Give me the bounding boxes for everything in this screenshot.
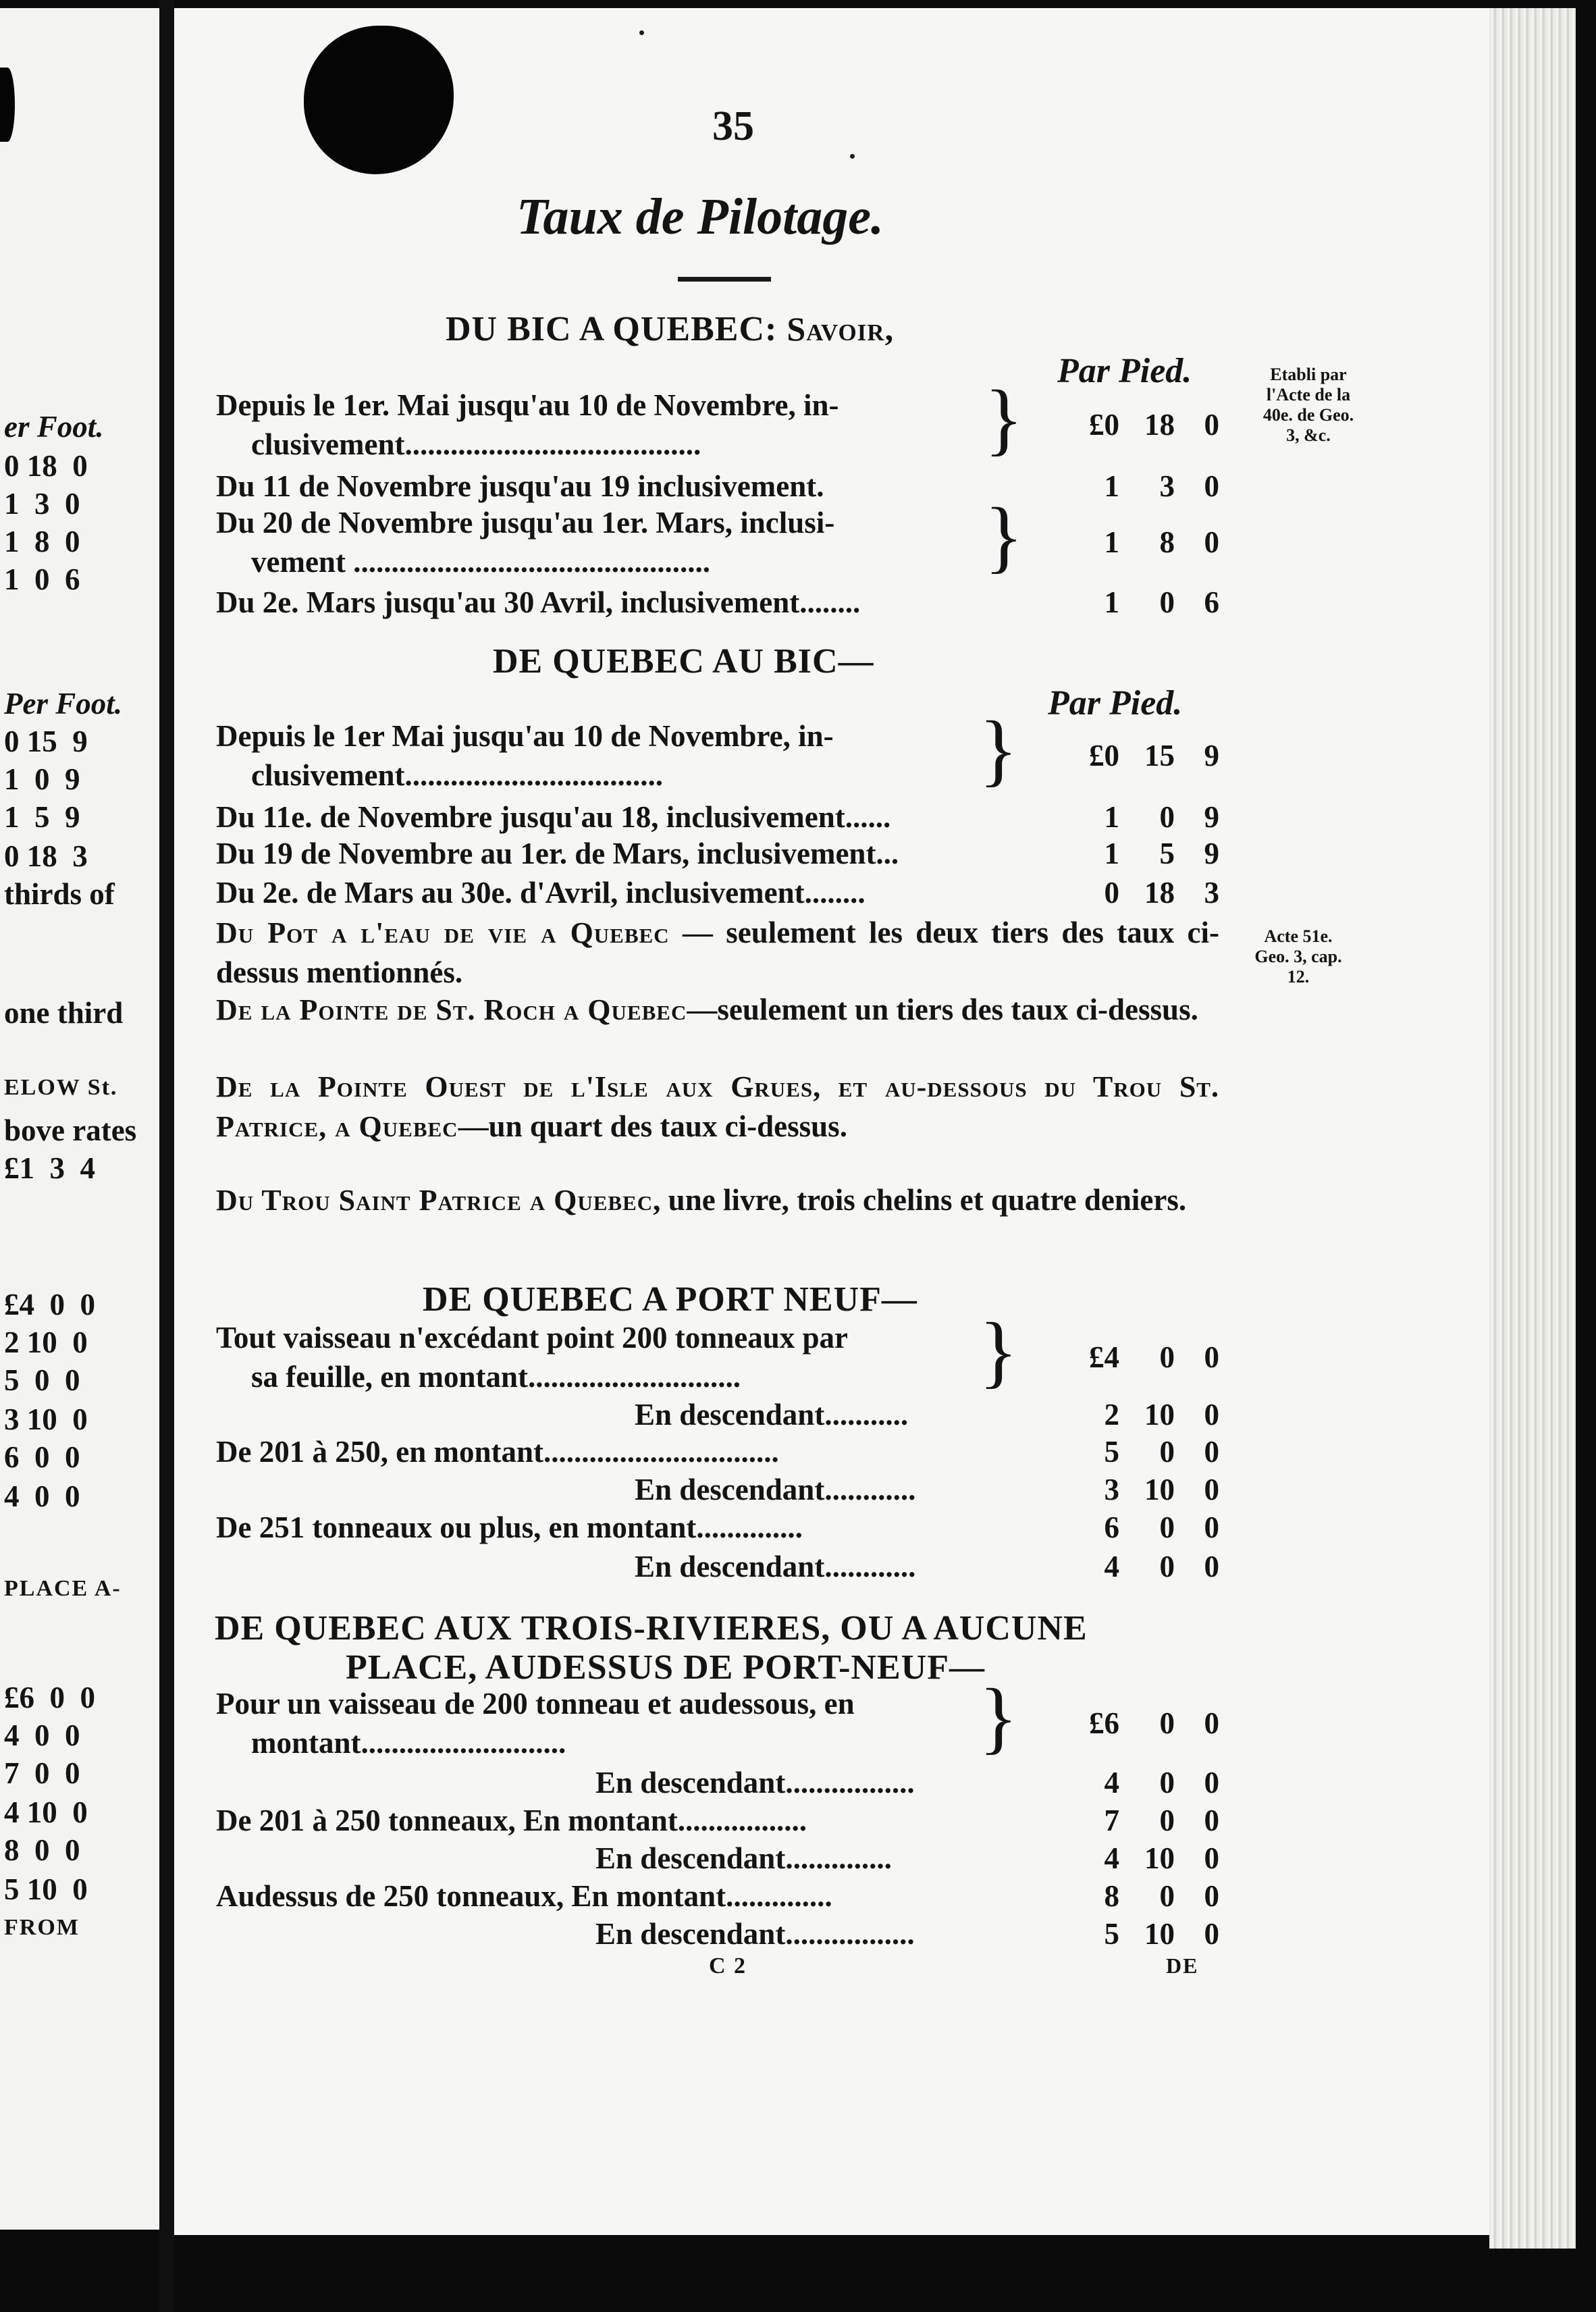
section2-column-header: Par Pied. (1048, 684, 1183, 722)
rate-pence: 9 (1204, 837, 1219, 870)
rate-pounds: £0 (1089, 739, 1119, 772)
left-page-line: 8 0 0 (4, 1833, 80, 1867)
left-page-line: 0 18 3 (4, 839, 88, 873)
speck (639, 30, 644, 35)
rate-shillings: 0 (1159, 1550, 1175, 1583)
rate-shillings: 0 (1159, 1706, 1175, 1740)
left-page-line: £1 3 4 (4, 1151, 95, 1185)
rate-row-continuation: montant........................... (251, 1726, 566, 1760)
rate-row (216, 469, 1219, 508)
left-page-line: 1 8 0 (4, 525, 80, 558)
brace-glyph: } (984, 491, 1023, 581)
section1-heading-sub: Savoir, (787, 310, 895, 348)
section3-heading: DE QUEBEC A PORT NEUF— (423, 1280, 917, 1319)
rate-pence: 0 (1204, 1398, 1219, 1431)
rate-pounds: 7 (1104, 1804, 1119, 1837)
left-page-line: 5 10 0 (4, 1872, 88, 1906)
rate-row-label: Depuis le 1er. Mai jusqu'au 10 de Novembre, in- (216, 388, 839, 422)
rate-pence: 9 (1204, 739, 1219, 772)
rate-pounds: 5 (1104, 1917, 1119, 1951)
rate-row (216, 373, 1219, 463)
rate-row (216, 1549, 1219, 1588)
section2-heading: DE QUEBEC AU BIC— (493, 642, 874, 681)
rate-pounds: 1 (1104, 800, 1119, 834)
rate-pence: 0 (1204, 1804, 1219, 1837)
ink-blot-left (0, 68, 15, 142)
rate-shillings: 8 (1159, 525, 1175, 559)
rate-shillings: 0 (1159, 1510, 1175, 1544)
left-page (0, 8, 159, 2230)
rate-row-label: En descendant................. (595, 1766, 915, 1799)
left-page-line: 1 5 9 (4, 800, 80, 834)
rate-pence: 0 (1204, 1879, 1219, 1913)
rate-row (216, 585, 1219, 624)
rate-pence: 0 (1204, 1917, 1219, 1951)
signature-mark: C 2 (709, 1953, 747, 1978)
brace-glyph: } (979, 704, 1018, 794)
left-page-line: 1 3 0 (4, 487, 80, 521)
rate-pounds: 4 (1104, 1841, 1119, 1875)
left-page-line: 7 0 0 (4, 1756, 80, 1790)
rate-row-label: De 201 à 250, en montant............................... (216, 1435, 779, 1469)
rate-row (216, 1916, 1219, 1955)
rate-pounds: 1 (1104, 525, 1119, 559)
left-page-line: bove rates (4, 1113, 137, 1147)
left-page-line: 1 0 9 (4, 762, 80, 796)
rate-shillings: 10 (1144, 1473, 1175, 1506)
rate-row (216, 1765, 1219, 1804)
page-title: Taux de Pilotage. (516, 188, 884, 245)
left-page-line: 0 18 0 (4, 449, 88, 483)
rate-row (216, 799, 1219, 839)
rate-pounds: 2 (1104, 1398, 1119, 1431)
rate-pence: 0 (1204, 1766, 1219, 1799)
left-page-line: 2 10 0 (4, 1325, 88, 1359)
rate-row-label: En descendant.............. (595, 1841, 892, 1875)
left-page-line: 5 0 0 (4, 1363, 80, 1397)
rate-paragraph (216, 913, 1219, 992)
margin-note-line: 3, &c. (1286, 425, 1331, 445)
rate-pence: 0 (1204, 469, 1219, 503)
rate-pence: 0 (1204, 1435, 1219, 1469)
rate-pence: 0 (1204, 1473, 1219, 1506)
rate-row-label: De 251 tonneaux ou plus, en montant.............. (216, 1510, 803, 1544)
rate-row-label: En descendant........... (635, 1398, 909, 1431)
page-edges (1489, 8, 1576, 2249)
rate-pounds: £4 (1089, 1340, 1119, 1374)
left-page-line: one third (4, 996, 124, 1030)
left-page-line: Per Foot. (4, 687, 122, 720)
brace-glyph: } (984, 373, 1023, 463)
left-page-line: 1 0 6 (4, 562, 80, 596)
left-page-line: 3 10 0 (4, 1402, 88, 1436)
left-page-line: thirds of (4, 877, 115, 911)
section4-heading-line2: PLACE, AUDESSUS DE PORT-NEUF— (346, 1648, 985, 1687)
rate-row (216, 836, 1219, 875)
paragraph-text: —seulement un tiers des taux ci-dessus. (687, 993, 1198, 1026)
speck (850, 154, 855, 159)
rate-row-label: Depuis le 1er Mai jusqu'au 10 de Novembre, in- (216, 719, 834, 753)
rate-shillings: 0 (1159, 1435, 1175, 1469)
margin-note-line: 12. (1287, 967, 1310, 987)
rate-row-label: De 201 à 250 tonneaux, En montant................. (216, 1804, 807, 1837)
left-page-line: FROM (4, 1915, 80, 1940)
left-page-line: 6 0 0 (4, 1440, 80, 1474)
margin-note-line: l'Acte de la (1266, 385, 1351, 404)
rate-pounds: 8 (1104, 1879, 1119, 1913)
rate-shillings: 18 (1144, 408, 1175, 442)
rate-pence: 0 (1204, 525, 1219, 559)
rate-shillings: 0 (1159, 585, 1175, 619)
rate-pounds: 1 (1104, 837, 1119, 870)
rate-row (216, 1803, 1219, 1842)
rate-row-label: Du 19 de Novembre au 1er. de Mars, inclusivement... (216, 837, 899, 870)
paragraph-lead: Du Trou Saint Patrice a Quebec (216, 1184, 654, 1217)
rate-row-label: Du 11 de Novembre jusqu'au 19 inclusivement. (216, 469, 824, 503)
margin-note-line: Acte 51e. (1264, 926, 1333, 946)
rate-pence: 3 (1204, 876, 1219, 910)
rate-pounds: £6 (1089, 1706, 1119, 1740)
rate-row (216, 1434, 1219, 1473)
rate-row-continuation: vement ............................................... (251, 545, 710, 579)
section1-heading (446, 309, 894, 349)
rate-row-label: Du 11e. de Novembre jusqu'au 18, inclusivement...... (216, 800, 891, 834)
left-page-line: 4 10 0 (4, 1795, 88, 1829)
left-page-line: 4 0 0 (4, 1718, 80, 1752)
rate-row-continuation: clusivement....................................... (251, 427, 701, 461)
paragraph-lead: De la Pointe de St. Roch a Quebec (216, 993, 687, 1026)
rate-row (216, 1472, 1219, 1511)
paragraph-text: , une livre, trois chelins et quatre deniers. (653, 1183, 1187, 1217)
rate-shillings: 10 (1144, 1841, 1175, 1875)
rate-shillings: 0 (1159, 1804, 1175, 1837)
rate-paragraph (216, 1067, 1219, 1147)
rate-shillings: 10 (1144, 1398, 1175, 1431)
rate-pounds: 4 (1104, 1550, 1119, 1583)
title-rule (678, 277, 771, 282)
rate-pounds: 5 (1104, 1435, 1119, 1469)
rate-pounds: 4 (1104, 1766, 1119, 1799)
rate-shillings: 18 (1144, 876, 1175, 910)
left-page-line: £6 0 0 (4, 1681, 95, 1714)
rate-row (216, 1510, 1219, 1549)
rate-row-label: En descendant............ (635, 1550, 916, 1583)
paragraph-lead: Du Pot a l'eau de vie a Quebec (216, 916, 670, 949)
rate-row (216, 875, 1219, 914)
rate-row (216, 1841, 1219, 1880)
left-page-line: £4 0 0 (4, 1288, 95, 1321)
rate-pence: 0 (1204, 1550, 1219, 1583)
left-page-line: 4 0 0 (4, 1479, 80, 1513)
book-spine (159, 0, 174, 2312)
left-page-line: PLACE A- (4, 1576, 122, 1601)
margin-note-acte-51 (1221, 926, 1376, 987)
rate-row-label: Du 20 de Novembre jusqu'au 1er. Mars, inclusi- (216, 506, 835, 540)
rate-paragraph (216, 1180, 1219, 1220)
rate-pence: 6 (1204, 585, 1219, 619)
rate-row-continuation: sa feuille, en montant............................ (251, 1360, 741, 1394)
rate-row (216, 1878, 1219, 1918)
rate-paragraph (216, 990, 1219, 1030)
rate-pence: 9 (1204, 800, 1219, 834)
rate-pounds: £0 (1089, 408, 1119, 442)
rate-pence: 0 (1204, 1340, 1219, 1374)
rate-shillings: 0 (1159, 1879, 1175, 1913)
rate-shillings: 0 (1159, 1340, 1175, 1374)
rate-pence: 0 (1204, 1510, 1219, 1544)
rate-pounds: 1 (1104, 585, 1119, 619)
rate-row-label: Audessus de 250 tonneaux, En montant.............. (216, 1879, 832, 1913)
rate-shillings: 5 (1159, 837, 1175, 870)
rate-row (216, 491, 1219, 581)
margin-note-line: Etabli par (1270, 365, 1347, 384)
rate-row-label: Tout vaisseau n'excédant point 200 tonneaux par (216, 1321, 848, 1355)
rate-pence: 0 (1204, 408, 1219, 442)
rate-row (216, 704, 1219, 794)
section4-heading-line1: DE QUEBEC AUX TROIS-RIVIERES, OU A AUCUNE (215, 1609, 1088, 1648)
rate-row-label: En descendant................. (595, 1917, 915, 1951)
rate-shillings: 0 (1159, 800, 1175, 834)
rate-shillings: 10 (1144, 1917, 1175, 1951)
paragraph-text: — seulement les deux tiers des taux ci-dessus mentionnés. (216, 916, 1219, 989)
left-page-line: 0 15 9 (4, 725, 88, 758)
rate-row (216, 1397, 1219, 1436)
paragraph-lead: De la Pointe Ouest de l'Isle aux Grues, et au-dessous du Trou St. Patrice, a Quebec (216, 1070, 1219, 1143)
paragraph-text: —un quart des taux ci-dessus. (458, 1109, 847, 1143)
rate-row-label: Du 2e. de Mars au 30e. d'Avril, inclusivement........ (216, 876, 866, 910)
rate-shillings: 15 (1144, 739, 1175, 772)
left-page-line: ELOW St. (4, 1075, 118, 1100)
rate-row-label: Du 2e. Mars jusqu'au 30 Avril, inclusivement........ (216, 585, 861, 619)
rate-pence: 0 (1204, 1706, 1219, 1740)
page-number: 35 (712, 103, 754, 149)
rate-row (216, 1672, 1219, 1762)
rate-pounds: 1 (1104, 469, 1119, 503)
rate-pounds: 3 (1104, 1473, 1119, 1506)
rate-pounds: 0 (1104, 876, 1119, 910)
rate-pence: 0 (1204, 1841, 1219, 1875)
margin-note-acte-40 (1241, 365, 1376, 446)
rate-row-continuation: clusivement.................................. (251, 758, 663, 792)
rate-shillings: 3 (1159, 469, 1175, 503)
brace-glyph: } (979, 1672, 1018, 1762)
rate-row-label: Pour un vaisseau de 200 tonneau et audessous, en (216, 1687, 855, 1720)
rate-shillings: 0 (1159, 1766, 1175, 1799)
section1-column-header: Par Pied. (1057, 352, 1192, 390)
margin-note-line: 40e. de Geo. (1262, 405, 1354, 425)
left-page-line: er Foot. (4, 410, 104, 444)
rate-row (216, 1306, 1219, 1396)
rate-row-label: En descendant............ (635, 1473, 916, 1506)
section1-heading-text: DU BIC A QUEBEC: (446, 310, 778, 348)
catchword: DE (1166, 1953, 1199, 1978)
margin-note-line: Geo. 3, cap. (1254, 947, 1342, 966)
brace-glyph: } (979, 1306, 1018, 1396)
rate-pounds: 6 (1104, 1510, 1119, 1544)
